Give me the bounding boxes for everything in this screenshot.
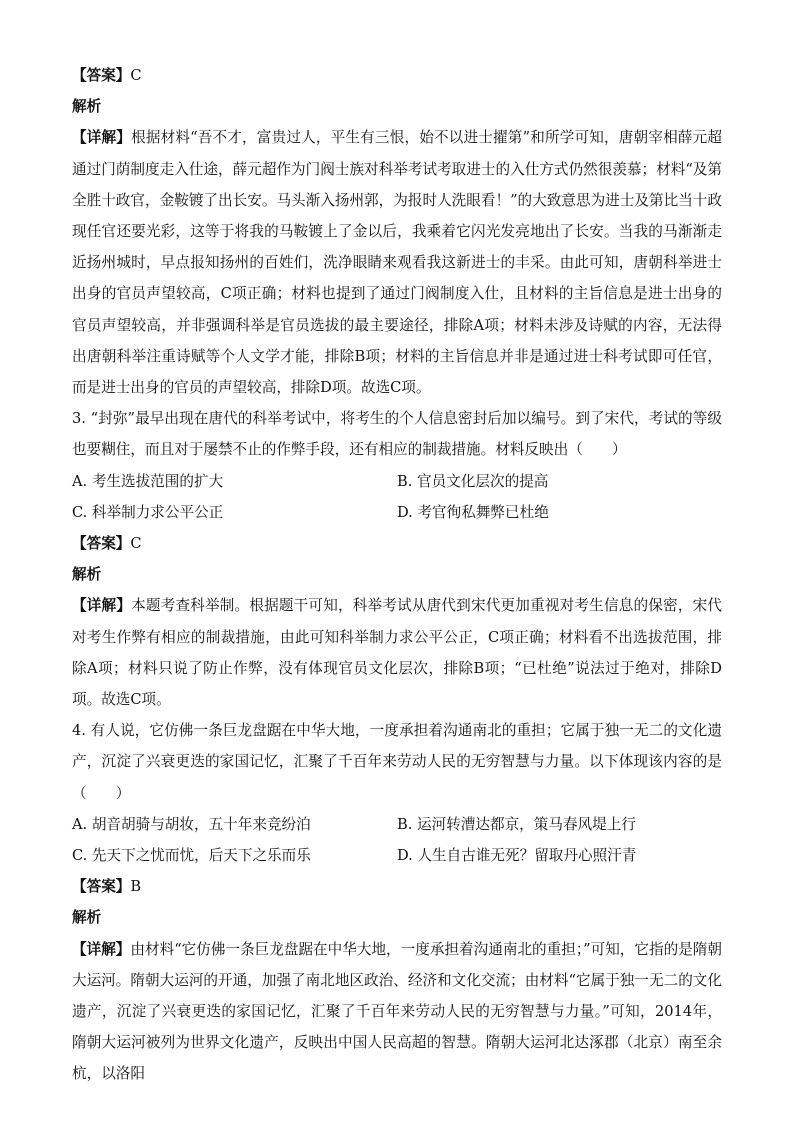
detail-label: 【详解】 [72,129,132,147]
option-b: B. 运河转漕达都京，策马春风堤上行 [397,815,636,833]
answer-label: 【答案】 [72,67,131,84]
answer-value: C [130,67,142,84]
q3-options-row-2 [72,497,722,528]
q4-detail [72,934,722,1090]
q4-options-row-2 [72,840,722,871]
q4-analysis-heading: 解析 [72,909,102,927]
q4-options-row-1 [72,809,722,840]
detail-text: 本题考查科举制。根据题干可知，科举考试从唐代到宋代更加重视对考生信息的保密，宋代对考生作弊有相应的制裁措施，由此可知科举制力求公平公正，C项正确；材料看不出选拔范围，排除A项；材料只说了防止作弊，没有体现官员文化层次，排除B项；“已杜绝”说法过于绝对，排除D项。故选C项。 [72,597,722,708]
option-a: A. 考生选拔范围的扩大 [72,472,224,490]
answer-label: 【答案】 [72,534,131,552]
q3-detail [72,590,722,715]
detail-text: 根据材料“吾不才，富贵过人，平生有三恨，始不以进士擢第”和所学可知，唐朝宰相薛元超通过门荫制度走入仕途，薛元超作为门阀士族对科举考试考取进士的入仕方式仍然很羡慕；材料“及第全胜十政官，金鞍镀了出长安。马头渐入扬州郭，为报时人洗眼看！”的大致意思为进士及第比当十政现任官还要光彩，这等于将我的马鞍镀上了金以后，我乘着它闪光发亮地出了长安。当我的马渐渐走近扬州城时，早点报知扬州的百姓们，洗净眼睛来观看我这新进士的丰采。由此可知，唐朝科举进士出身的官员声望较高，C项正确；材料也提到了通过门阀制度入仕，且材料的主旨信息是进士出身的官员声望较高，并非强调科举是官员选拔的最主要途径，排除A项；材料未涉及诗赋的内容，无法得出唐朝科举注重诗赋等个人文学才能，排除B项；材料的主旨信息并非是通过进士科考试即可任官，而是进士出身的官员的声望较高，排除D项。故选C项。 [72,129,722,396]
q3-options-row-1 [72,466,722,497]
q3-answer [72,528,722,559]
q3-analysis-heading: 解析 [72,566,102,584]
option-a: A. 胡音胡骑与胡妆，五十年来竞纷泊 [72,815,311,833]
detail-label: 【详解】 [72,597,132,615]
q2-detail [72,122,722,403]
answer-label: 【答案】 [72,878,131,896]
option-c: C. 先天下之忧而忧，后天下之乐而乐 [72,846,311,864]
option-d: D. 考官徇私舞弊已杜绝 [397,503,549,521]
option-c: C. 科举制力求公平公正 [72,503,224,521]
answer-value: C [130,534,142,552]
q4-answer [72,871,722,902]
answer-value: B [130,878,142,896]
option-d: D. 人生自古谁无死？留取丹心照汗青 [397,846,637,864]
detail-label: 【详解】 [72,940,131,958]
document-page [72,60,722,1090]
q2-answer [72,60,722,91]
q4-stem: 4. 有人说，它仿佛一条巨龙盘踞在中华大地，一度承担着沟通南北的重担；它属于独一无二的文化遗产，沉淀了兴衰更迭的家国记忆，汇聚了千百年来劳动人民的无穷智慧与力量。以下体现该内容的是（ ） [72,722,722,802]
option-b: B. 官员文化层次的提高 [397,472,549,490]
q3-stem: 3. “封弥”最早出现在唐代的科举考试中，将考生的个人信息密封后加以编号。到了宋代，考试的等级也要糊住，而且对于屡禁不止的作弊手段，还有相应的制裁措施。材料反映出（ ） [72,410,722,459]
q2-analysis-heading: 解析 [72,98,102,116]
detail-text: 由材料“它仿佛一条巨龙盘踞在中华大地，一度承担着沟通南北的重担；”可知，它指的是隋朝大运河。隋朝大运河的开通，加强了南北地区政治、经济和文化交流；由材料“它属于独一无二的文化遗产，沉淀了兴衰更迭的家国记忆，汇聚了千百年来劳动人民的无穷智慧与力量。”可知，2014年，隋朝大运河被列为世界文化遗产，反映出中国人民高超的智慧。隋朝大运河北达涿郡（北京）南至余杭，以洛阳 [72,940,722,1083]
